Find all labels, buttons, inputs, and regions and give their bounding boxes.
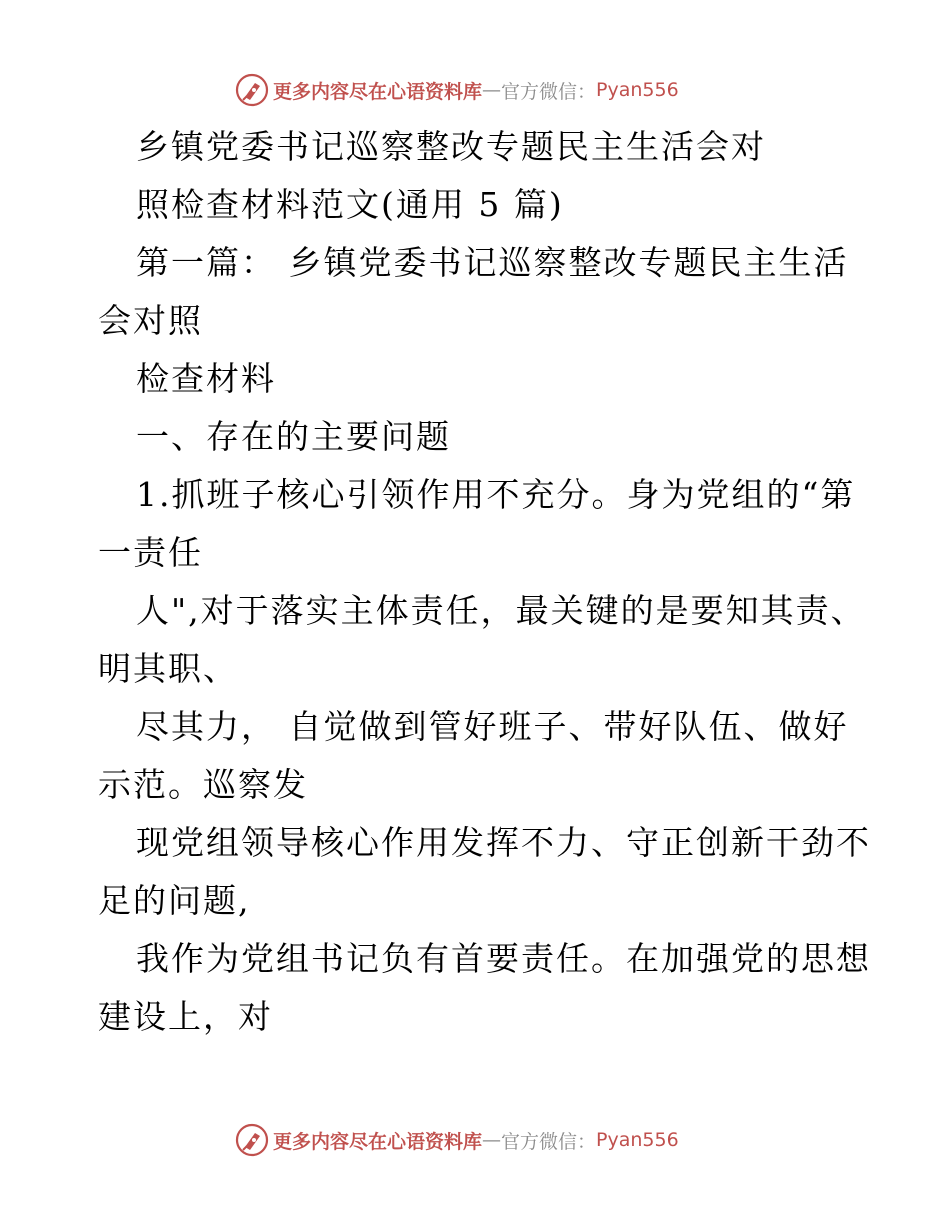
watermark-banner-top (235, 72, 679, 108)
paragraph-line: 尽其力， 自觉做到管好班子、带好队伍、做好 (136, 707, 849, 746)
paragraph-line: 一责任 (98, 533, 203, 572)
watermark-wechat-id: Pyan556 (596, 1129, 679, 1151)
section-heading: 一、存在的主要问题 (136, 417, 451, 456)
doc-title-line-1: 乡镇党委书记巡察整改专题民主生活会对 (136, 127, 766, 166)
paragraph-line: 1.抓班子核心引领作用不充分。身为党组的“第 (136, 475, 856, 514)
paragraph-line: 示范。巡察发 (98, 765, 308, 804)
watermark-wechat-label: 官方微信： (501, 1130, 597, 1153)
watermark-banner-bottom (235, 1122, 679, 1158)
paragraph-line: 足的问题, (98, 881, 251, 920)
watermark-wechat-label: 官方微信： (501, 80, 597, 103)
paragraph-line: 明其职、 (98, 649, 238, 688)
watermark-text: 更多内容尽在心语资料库 (273, 1130, 483, 1153)
doc-title-line-2: 照检查材料范文(通用 5 篇) (136, 185, 564, 224)
watermark-separator: — (482, 1129, 502, 1151)
paragraph-line: 人",对于落实主体责任，最关键的是要知其责、 (136, 591, 866, 630)
chapter-heading-line-2: 会对照 (98, 301, 203, 340)
watermark-text: 更多内容尽在心语资料库 (273, 80, 483, 103)
watermark-separator: — (482, 79, 502, 101)
paragraph-line: 我作为党组书记负有首要责任。在加强党的思想 (136, 939, 871, 978)
chapter-heading-line-3: 检查材料 (136, 359, 276, 398)
paragraph-line: 现党组领导核心作用发挥不力、守正创新干劲不 (136, 823, 871, 862)
document-body (98, 118, 871, 1046)
chapter-heading-line-1: 第一篇： 乡镇党委书记巡察整改专题民主生活 (136, 243, 849, 282)
pen-nib-logo-icon (235, 1123, 269, 1157)
pen-nib-logo-icon (235, 73, 269, 107)
paragraph-line: 建设上，对 (98, 997, 273, 1036)
watermark-wechat-id: Pyan556 (596, 79, 679, 101)
